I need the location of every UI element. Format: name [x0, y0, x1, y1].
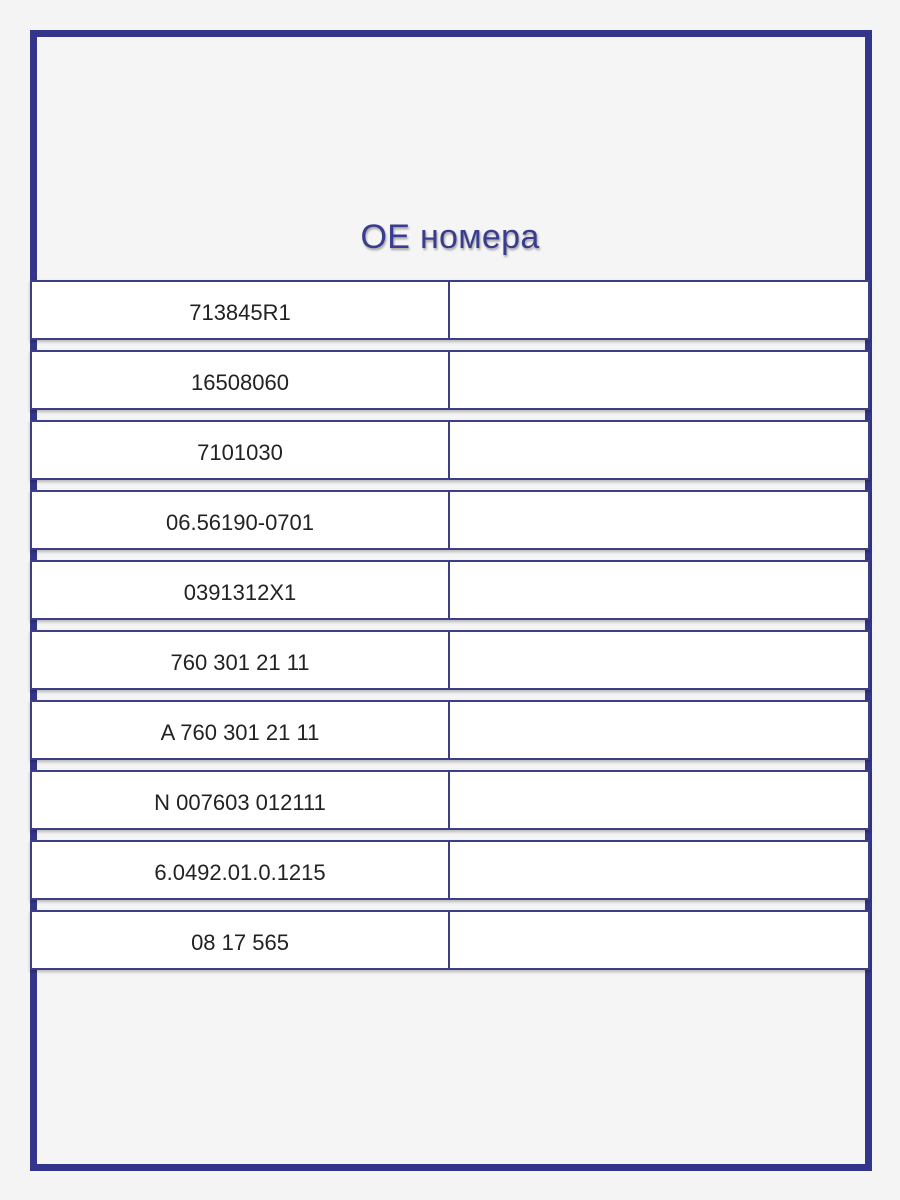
table-row	[30, 840, 870, 900]
empty-cell	[450, 492, 868, 548]
empty-cell	[450, 352, 868, 408]
empty-cell	[450, 842, 868, 898]
page-title: OE номера	[360, 218, 540, 256]
oe-code-cell: 08 17 565	[32, 912, 450, 968]
table-row	[30, 420, 870, 480]
table-row	[30, 700, 870, 760]
table-row	[30, 910, 870, 970]
oe-numbers-table	[30, 280, 870, 970]
table-row	[30, 280, 870, 340]
table-row	[30, 770, 870, 830]
empty-cell	[450, 422, 868, 478]
table-row	[30, 630, 870, 690]
oe-code-cell: 6.0492.01.0.1215	[32, 842, 450, 898]
empty-cell	[450, 912, 868, 968]
oe-code-cell: A 760 301 21 11	[32, 702, 450, 758]
oe-code-cell: 0391312X1	[32, 562, 450, 618]
empty-cell	[450, 632, 868, 688]
table-row	[30, 350, 870, 410]
table-row	[30, 560, 870, 620]
empty-cell	[450, 562, 868, 618]
oe-code-cell: N 007603 012111	[32, 772, 450, 828]
oe-code-cell: 7101030	[32, 422, 450, 478]
oe-code-cell: 713845R1	[32, 282, 450, 338]
empty-cell	[450, 702, 868, 758]
table-row	[30, 490, 870, 550]
oe-code-cell: 16508060	[32, 352, 450, 408]
empty-cell	[450, 772, 868, 828]
oe-code-cell: 760 301 21 11	[32, 632, 450, 688]
empty-cell	[450, 282, 868, 338]
oe-code-cell: 06.56190-0701	[32, 492, 450, 548]
